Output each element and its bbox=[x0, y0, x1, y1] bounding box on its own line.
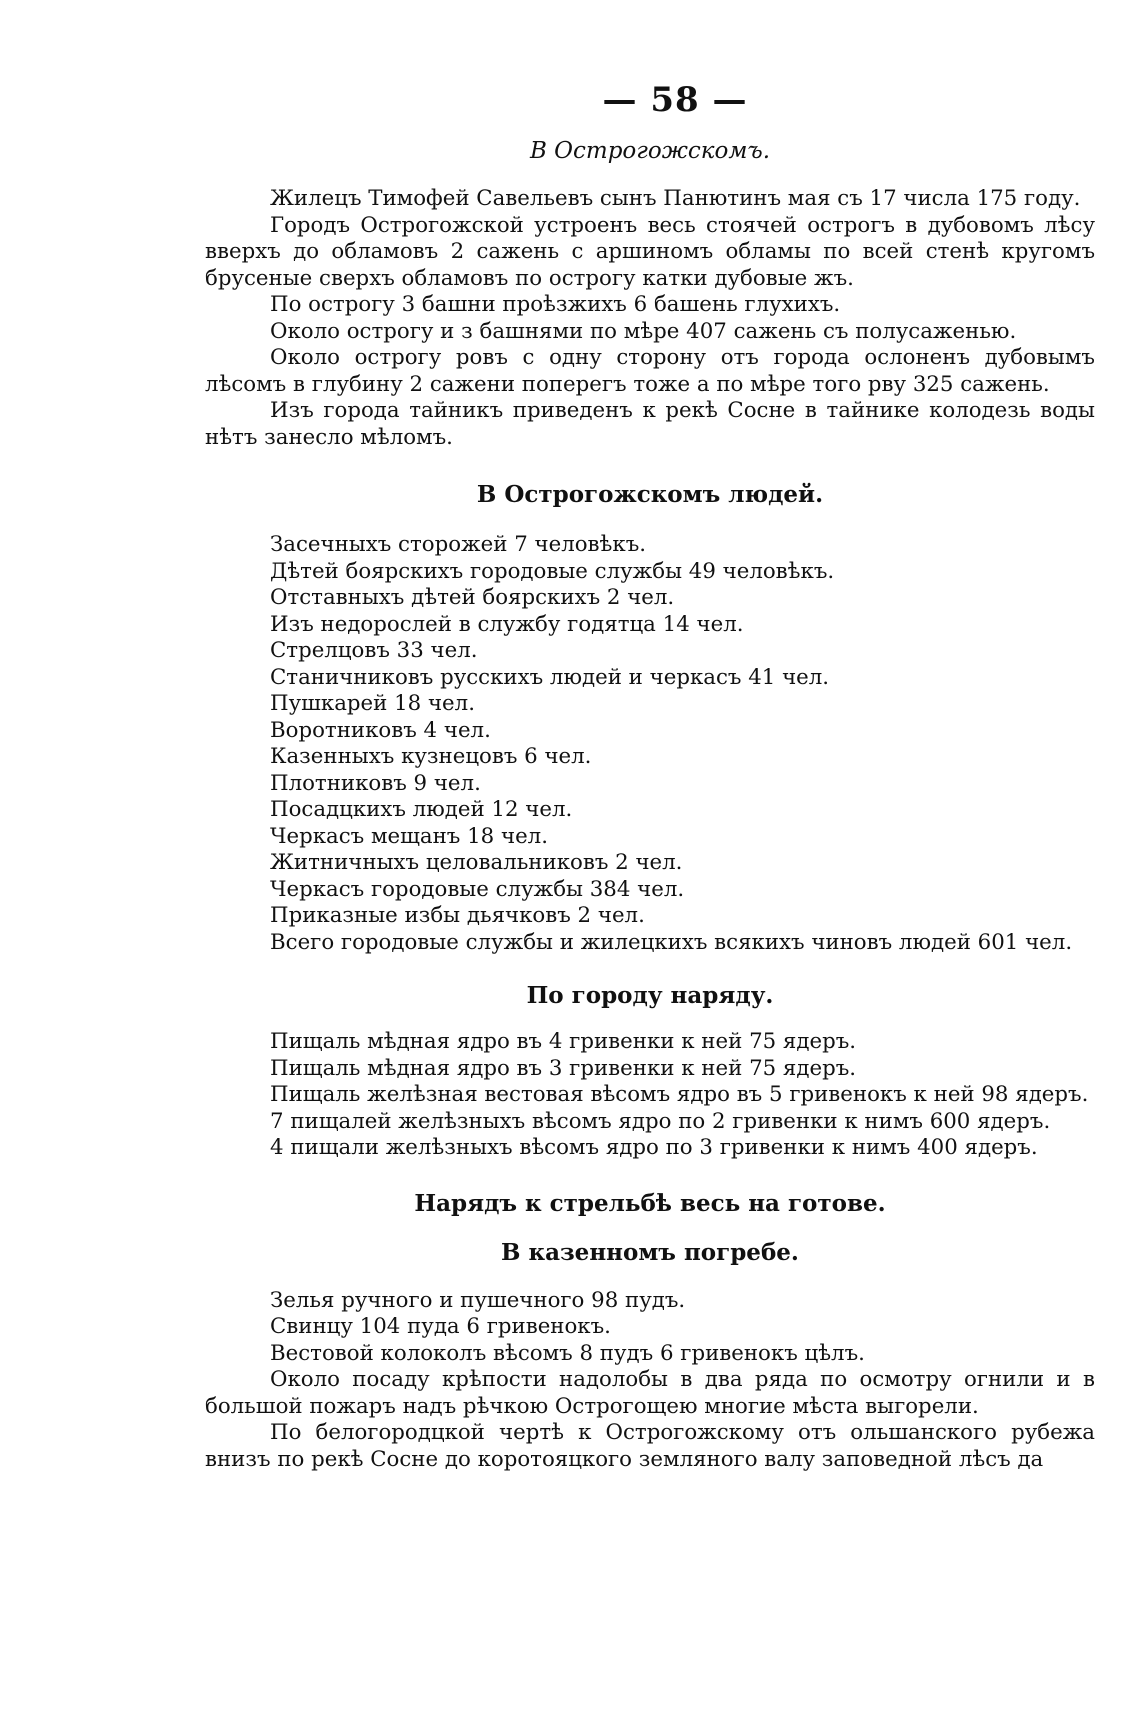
list-item: Пищаль мѣдная ядро въ 3 гривенки к ней 75 ядеръ. bbox=[270, 1055, 857, 1081]
paragraph: Около острогу ровъ с одну сторону отъ города ослоненъ дубовымъ лѣсомъ в глубину 2 сажени поперегъ тоже а по мѣре того рву 325 сажень. bbox=[205, 345, 1095, 397]
list-item: 7 пищалей желѣзныхъ вѣсомъ ядро по 2 гривенки к нимъ 600 ядеръ. bbox=[270, 1108, 1051, 1134]
paragraph: Городъ Острогожской устроенъ весь стоячей острогъ в дубовомъ лѣсу вверхъ до обламовъ 2 сажень с аршиномъ обламы по всей стенѣ кругомъ брусеные сверхъ обламовъ по острогу катки дубовые жъ. bbox=[205, 212, 1095, 291]
paragraph: Около посаду крѣпости надолобы в два ряда по осмотру огнили и в большой пожаръ надъ рѣчкою Острогощею многие мѣста выгорели. bbox=[205, 1367, 1095, 1419]
list-item: Житничныхъ целовальниковъ 2 чел. bbox=[270, 850, 683, 875]
cellar-list bbox=[205, 1288, 1095, 1474]
heading-artillery: По городу наряду. bbox=[526, 982, 774, 1009]
people-list bbox=[205, 532, 1095, 956]
list-item: Стрелцовъ 33 чел. bbox=[270, 638, 478, 663]
list-item: Черкасъ городовые службы 384 чел. bbox=[270, 876, 685, 902]
list-item: Засечныхъ сторожей 7 человѣкъ. bbox=[270, 532, 647, 557]
section-fortress bbox=[205, 186, 1095, 451]
list-item: Плотниковъ 9 чел. bbox=[270, 770, 481, 796]
list-item: Вестовой колоколъ вѣсомъ 8 пудъ 6 гривенокъ цѣлъ. bbox=[270, 1340, 865, 1366]
list-item: Приказные избы дьячковъ 2 чел. bbox=[270, 903, 645, 928]
list-item: Изъ недорослей в службу годятца 14 чел. bbox=[270, 611, 744, 637]
list-item-total: Всего городовые службы и жилецкихъ всякихъ чиновъ людей 601 чел. bbox=[270, 929, 1073, 955]
page-number: — 58 — bbox=[602, 80, 748, 120]
heading-people: В Острогожскомъ людей. bbox=[476, 481, 824, 508]
list-item: Черкасъ мещанъ 18 чел. bbox=[270, 823, 548, 849]
list-item: 4 пищали желѣзныхъ вѣсомъ ядро по 3 гривенки к нимъ 400 ядеръ. bbox=[270, 1135, 1038, 1160]
paragraph: Изъ города тайникъ приведенъ к рекѣ Сосне в тайнике колодезь воды нѣтъ занесло мѣломъ. bbox=[205, 398, 1095, 450]
list-item: Дѣтей боярскихъ городовые службы 49 человѣкъ. bbox=[270, 558, 835, 584]
list-item: Посадцкихъ людей 12 чел. bbox=[270, 797, 573, 822]
paragraph: Около острогу и з башнями по мѣре 407 сажень съ полусаженью. bbox=[270, 318, 1017, 344]
list-item: Пищаль желѣзная вестовая вѣсомъ ядро въ 5 гривенокъ к ней 98 ядеръ. bbox=[270, 1082, 1089, 1107]
list-item: Зелья ручного и пушечного 98 пудъ. bbox=[270, 1287, 686, 1313]
list-item: Пищаль мѣдная ядро въ 4 гривенки к ней 75 ядеръ. bbox=[270, 1029, 857, 1054]
paragraph: По белогородцкой чертѣ к Острогожскому отъ ольшанского рубежа внизъ по рекѣ Сосне до коротояцкого земляного валу заповедной лѣсъ да bbox=[205, 1420, 1095, 1472]
list-item: Свинцу 104 пуда 6 гривенокъ. bbox=[270, 1314, 611, 1339]
heading-ostrogozhsk: В Острогожскомъ. bbox=[529, 138, 771, 164]
paragraph: Жилецъ Тимофей Савельевъ сынъ Панютинъ мая съ 17 числа 175 году. bbox=[270, 186, 1081, 211]
list-item: Воротниковъ 4 чел. bbox=[270, 717, 491, 743]
list-item: Станичниковъ русскихъ людей и черкасъ 41 чел. bbox=[270, 664, 830, 690]
heading-cellar: В казенномъ погребе. bbox=[501, 1238, 799, 1266]
heading-ready: Нарядъ к стрельбѣ весь на готове. bbox=[414, 1189, 886, 1217]
paragraph: По острогу 3 башни проѣзжихъ 6 башень глухихъ. bbox=[270, 292, 841, 317]
document-page bbox=[205, 80, 1095, 1473]
list-item: Отставныхъ дѣтей боярскихъ 2 чел. bbox=[270, 585, 675, 610]
list-item: Казенныхъ кузнецовъ 6 чел. bbox=[270, 744, 592, 769]
list-item: Пушкарей 18 чел. bbox=[270, 691, 475, 716]
artillery-list bbox=[205, 1029, 1095, 1162]
